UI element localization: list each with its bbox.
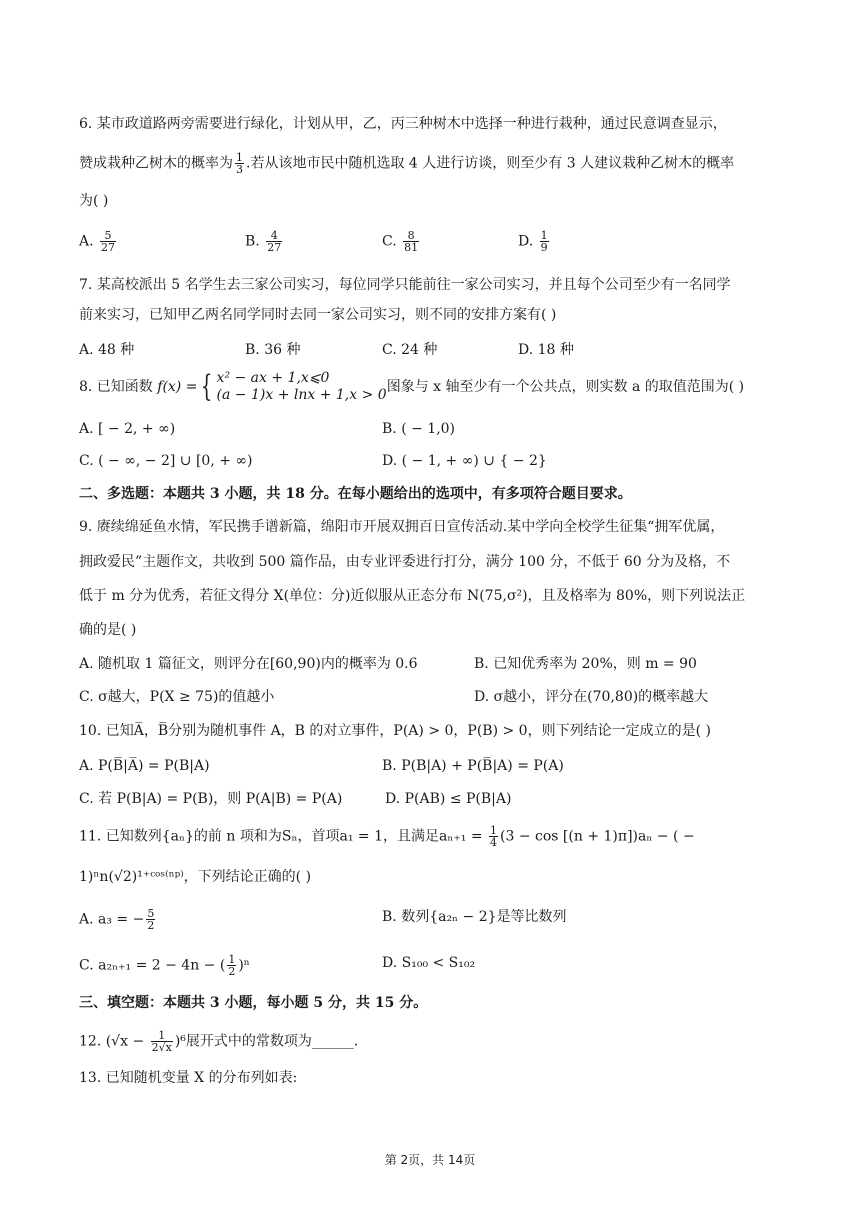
q6-option-d-num: 1 (540, 229, 548, 242)
q6-option-a (79, 230, 118, 253)
section-3-heading: 三、填空题：本题共 3 小题，每小题 5 分，共 15 分。 (79, 995, 428, 1011)
q11-option-c-text-b: )ⁿ (238, 957, 250, 974)
q9-line1: 9. 赓续绵延鱼水情，军民携手谱新篇，绵阳市开展双拥百日宣传活动.某中学向全校学生征集“拥军优属， (79, 519, 725, 535)
q11-frac-num: 1 (490, 824, 498, 837)
q11-option-c (79, 954, 250, 977)
q6-fraction (235, 152, 244, 175)
q7-option-a: A. 48 种 (79, 342, 135, 358)
section-2-heading: 二、多选题：本题共 3 小题，共 18 分。在每小题给出的选项中，有多项符合题目要求。 (79, 486, 632, 502)
q6-option-d-den: 9 (540, 241, 548, 254)
q11-option-c-den: 2 (228, 965, 236, 978)
q7-line1: 7. 某高校派出 5 名学生去三家公司实习，每位同学只能前往一家公司实习，并且每个公司至少有一名同学 (79, 277, 731, 293)
q8-brace: { (201, 369, 213, 404)
q10-option-b: B. P(B|A) + P(B̅|A) = P(A) (382, 758, 564, 774)
q12-frac-den: 2√x (151, 1041, 172, 1054)
q6-option-b-den: 27 (267, 241, 282, 254)
q6-option-c-num: 8 (403, 230, 419, 242)
q11-option-d: D. S₁₀₀ < S₁₀₂ (382, 955, 476, 971)
q8-case1: x² − ax + 1,x⩽0 (216, 370, 330, 386)
q9-line4: 确的是( ) (79, 622, 137, 638)
q8-option-c: C. ( − ∞, − 2] ∪ [0, + ∞) (79, 453, 253, 469)
q10-line1: 10. 已知A̅，B̅分别为随机事件 A，B 的对立事件，P(A) > 0，P(B) > 0，则下列结论一定成立的是( ) (79, 723, 711, 739)
q6-option-b-label: B. (245, 233, 260, 250)
q11-option-a-den: 2 (147, 919, 155, 932)
q9-line3: 低于 m 分为优秀，若征文得分 X(单位：分)近似服从正态分布 N(75,σ²)，且及格率为 80%，则下列说法正 (79, 588, 746, 604)
q6-option-a-den: 27 (101, 241, 116, 254)
q12-line (79, 1030, 358, 1053)
q13-line1: 13. 已知随机变量 X 的分布列如表: (79, 1070, 298, 1086)
q10-option-d: D. P(AB) ≤ P(B|A) (385, 791, 512, 807)
q11-option-a-text: A. a₃ = − (79, 911, 145, 928)
q12-fraction (151, 1030, 173, 1053)
q7-option-c: C. 24 种 (382, 342, 438, 358)
q9-option-d: D. σ越小，评分在(70,80)的概率越大 (474, 689, 709, 705)
q8-cases (217, 370, 387, 404)
q10-option-a: A. P(B̅|A̅) = P(B|A) (79, 758, 210, 774)
q11-frac-den: 4 (490, 836, 498, 849)
q6-option-c-label: C. (382, 233, 397, 250)
q9-option-b: B. 已知优秀率为 20%，则 m = 90 (474, 656, 697, 672)
q6-option-a-label: A. (79, 233, 94, 250)
q9-line2: 拥政爱民”主题作文，共收到 500 篇作品，由专业评委进行打分，满分 100 分，不低于 60 分为及格，不 (79, 554, 731, 570)
q11-line1-text-b: (3 − cos [(n + 1)π])aₙ − ( − (500, 828, 695, 845)
q6-line3: 为( ) (79, 193, 109, 209)
q11-option-a (79, 908, 157, 931)
q8-prefix: 8. 已知函数 (79, 379, 158, 395)
q9-option-a: A. 随机取 1 篇征文，则评分在[60,90)内的概率为 0.6 (79, 656, 418, 672)
q6-option-d (518, 230, 551, 253)
q10-option-c: C. 若 P(B|A) = P(B)，则 P(A|B) = P(A) (79, 791, 343, 807)
q11-line2: 1)ⁿn(√2)¹⁺ᶜᵒˢ⁽ⁿᵖ⁾，下列结论正确的( ) (79, 869, 312, 885)
q6-line2-text-b: .若从该地市民中随机选取 4 人进行访谈，则至少有 3 人建议栽种乙树木的概率 (246, 155, 735, 172)
q11-option-b: B. 数列{a₂ₙ − 2}是等比数列 (382, 909, 567, 925)
q6-frac-num: 1 (236, 151, 243, 164)
q6-frac-den: 3 (236, 163, 243, 176)
q11-option-a-num: 5 (147, 907, 155, 920)
q12-frac-num: 1 (151, 1030, 173, 1042)
q8-option-d: D. ( − 1, + ∞) ∪ { − 2} (382, 453, 547, 469)
q7-option-b: B. 36 种 (245, 342, 301, 358)
q8-suffix: 图象与 x 轴至少有一个公共点，则实数 a 的取值范围为( ) (386, 379, 745, 395)
q6-line2-text-a: 赞成栽种乙树木的概率为 (79, 155, 233, 172)
q12-text-a: 12. (√x − (79, 1033, 149, 1050)
q8-case2: (a − 1)x + lnx + 1,x > 0 (216, 387, 387, 403)
q6-option-c-den: 81 (404, 241, 419, 254)
q6-option-b (245, 230, 284, 253)
q8-option-a: A. [ − 2, + ∞) (79, 421, 176, 437)
q9-option-c: C. σ越大，P(X ≥ 75)的值越小 (79, 689, 275, 705)
q12-text-b: )⁶展开式中的常数项为______. (174, 1033, 359, 1050)
page-footer: 第 2页，共 14页 (384, 1153, 476, 1167)
q6-option-a-num: 5 (100, 230, 116, 242)
q11-option-c-text-a: C. a₂ₙ₊₁ = 2 − 4n − ( (79, 957, 226, 974)
q7-option-d: D. 18 种 (518, 342, 574, 358)
q11-line1 (79, 825, 695, 848)
q6-option-d-label: D. (518, 233, 534, 250)
q6-line1: 6. 某市政道路两旁需要进行绿化，计划从甲，乙，丙三种树木中选择一种进行栽种，通过民意调查显示， (79, 116, 727, 132)
q8-option-b: B. ( − 1,0) (382, 421, 456, 437)
q11-option-c-num: 1 (228, 953, 236, 966)
q6-line2 (79, 152, 734, 175)
q7-line2: 前来实习，已知甲乙两名同学同时去同一家公司实习，则不同的安排方案有( ) (79, 307, 557, 323)
q11-line1-text-a: 11. 已知数列{aₙ}的前 n 项和为Sₙ，首项a₁ = 1，且满足aₙ₊₁ = (79, 828, 488, 845)
q8-function-name: f(x) = (157, 379, 198, 395)
q6-option-b-num: 4 (266, 230, 282, 242)
q11-fraction (489, 825, 498, 848)
q6-option-c (382, 230, 421, 253)
q8-line (79, 370, 744, 404)
